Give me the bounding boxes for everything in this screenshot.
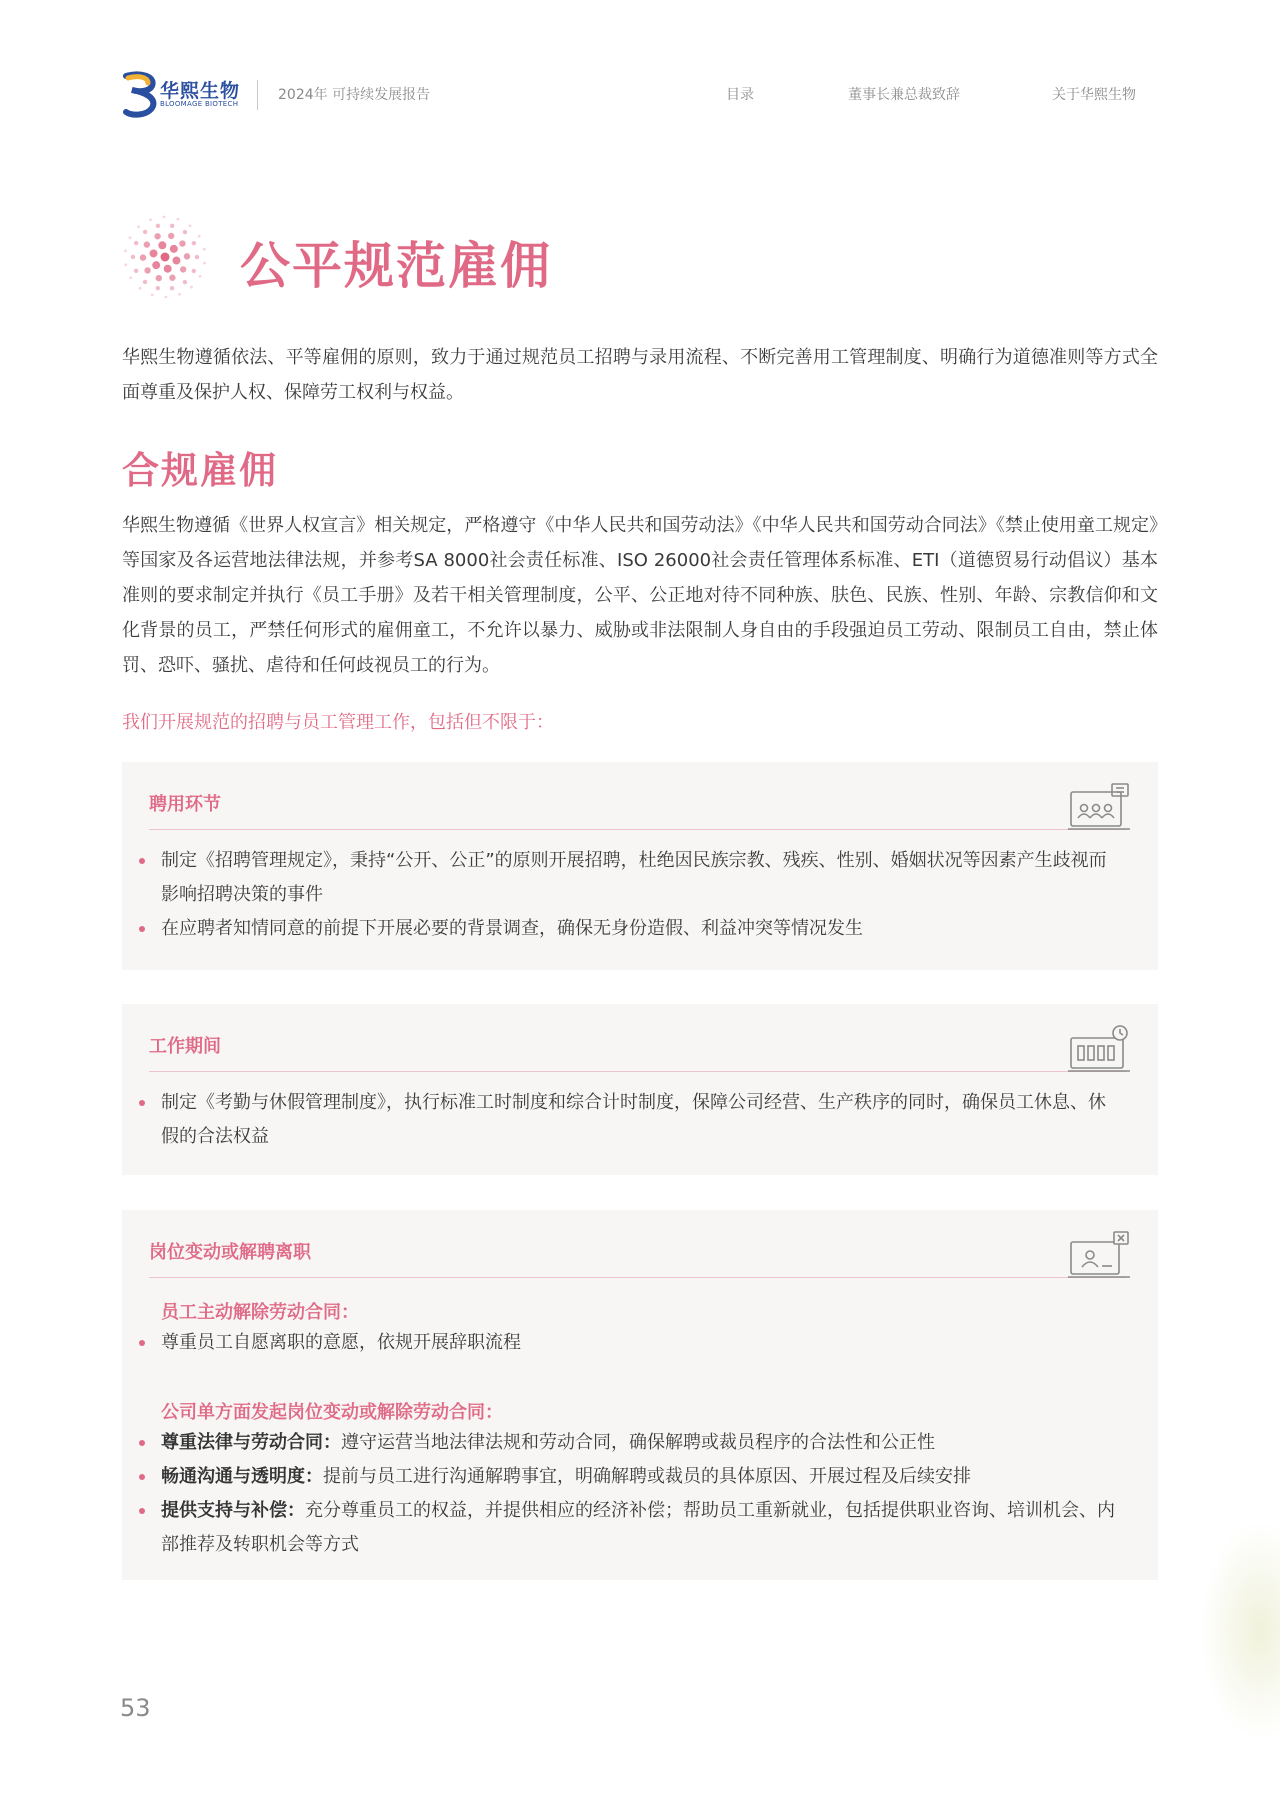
card-divider: [149, 829, 1126, 830]
nav-link-chairman-message[interactable]: 董事长兼总裁致辞: [848, 87, 960, 103]
header-divider: [257, 80, 258, 110]
page-number: 53: [120, 1694, 151, 1722]
compliance-paragraph: 华熙生物遵循《世界人权宣言》相关规定，严格遵守《中华人民共和国劳动法》《中华人民共和国劳动合同法》《禁止使用童工规定》等国家及各运营地法律法规，并参考SA 8000社会责任标准、ISO 26000社会责任管理体系标准、ETI（道德贸易行动倡议）基本准则的要求制定并执行《员工手册》及若干相关管理制度，公平、公正地对待不同种族、肤色、民族、性别、年龄、宗教信仰和文化背景的员工，严禁任何形式的雇佣童工，不允许以暴力、威胁或非法限制人身自由的手段强迫员工劳动、限制员工自由，禁止体罚、恐吓、骚扰、虐待和任何歧视员工的行为。: [122, 515, 1158, 676]
employment-period-list: [122, 1086, 1122, 1154]
logo-name-cn: 华熙生物: [160, 80, 241, 102]
card-title: 聘用环节: [149, 794, 221, 815]
intro-paragraph: 华熙生物遵循依法、平等雇佣的原则，致力于通过规范员工招聘与录用流程、不断完善用工管理制度、明确行为道德准则等方式全面尊重及保护人权、保障劳工权利与权益。: [122, 347, 1158, 403]
list-item: 制定《考勤与休假管理制度》，执行标准工时制度和综合计时制度，保障公司经营、生产秩序的同时，确保员工休息、休假的合法权益: [122, 1086, 1122, 1154]
card-divider: [149, 1071, 1126, 1072]
logo-mark-icon: [122, 70, 162, 118]
logo-name-en: BLOOMAGE BIOTECH: [160, 100, 239, 108]
card-employment-period: [122, 1004, 1158, 1175]
card-title: 工作期间: [149, 1036, 221, 1057]
card-recruitment: [122, 762, 1158, 970]
voluntary-resignation-heading: 员工主动解除劳动合同：: [161, 1302, 359, 1323]
recruitment-list: [122, 844, 1122, 946]
voluntary-resignation-list: [122, 1326, 1122, 1360]
card-job-change-termination: [122, 1210, 1158, 1580]
resignation-icon: [1068, 1230, 1130, 1286]
card-title: 岗位变动或解聘离职: [149, 1242, 311, 1263]
list-item: 制定《招聘管理规定》，秉持“公开、公正”的原则开展招聘，杜绝因民族宗教、残疾、性别、婚姻状况等因素产生歧视而影响招聘决策的事件: [122, 844, 1122, 912]
decorative-glow: [1200, 1520, 1280, 1740]
report-title: 2024年 可持续发展报告: [278, 87, 431, 103]
list-item: 在应聘者知情同意的前提下开展必要的背景调查，确保无身份造假、利益冲突等情况发生: [122, 912, 1122, 946]
section-heading: 合规雇佣: [122, 449, 278, 492]
practice-intro-line: 我们开展规范的招聘与员工管理工作，包括但不限于：: [122, 712, 554, 733]
list-item: 尊重法律与劳动合同：遵守运营当地法律法规和劳动合同，确保解聘或裁员程序的合法性和公正性: [122, 1426, 1122, 1460]
nav-link-contents[interactable]: 目录: [726, 87, 754, 103]
recruitment-icon: [1068, 782, 1130, 838]
company-initiated-list: [122, 1426, 1122, 1562]
attendance-icon: [1068, 1024, 1130, 1080]
dot-pattern-icon: [122, 214, 208, 300]
page-title: 公平规范雇佣: [240, 237, 552, 295]
card-divider: [149, 1277, 1126, 1278]
list-item: 畅通沟通与透明度：提前与员工进行沟通解聘事宜，明确解聘或裁员的具体原因、开展过程及后续安排: [122, 1460, 1122, 1494]
company-initiated-heading: 公司单方面发起岗位变动或解除劳动合同：: [161, 1402, 503, 1423]
nav-link-about[interactable]: 关于华熙生物: [1052, 87, 1136, 103]
list-item: 尊重员工自愿离职的意愿，依规开展辞职流程: [122, 1326, 1122, 1360]
list-item: 提供支持与补偿：充分尊重员工的权益，并提供相应的经济补偿；帮助员工重新就业，包括提供职业咨询、培训机会、内部推荐及转职机会等方式: [122, 1494, 1122, 1562]
